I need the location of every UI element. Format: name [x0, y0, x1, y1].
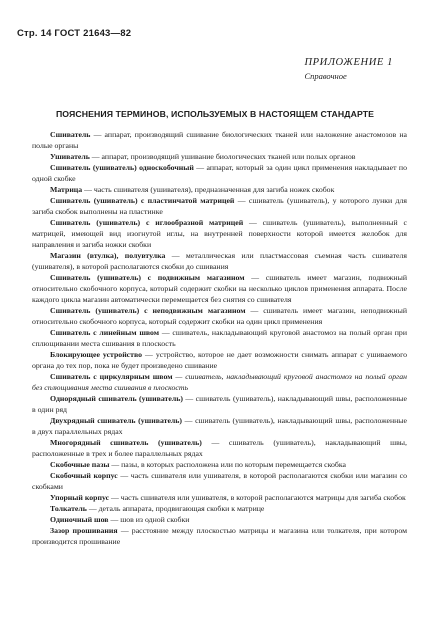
definition-term: Многорядный сшиватель (ушиватель)	[50, 438, 202, 447]
definitions-list	[32, 129, 407, 547]
definition-text: — пазы, в которых расположена или по которым перемещается скобка	[109, 460, 346, 469]
definition-text: — сшиватель (ушиватель), накладывающий швы, расположенные в трех и более параллельных рядах	[32, 438, 407, 458]
definition-text: — часть сшивателя или ушивателя, в которой располагаются матрицы для загиба скобок	[109, 493, 406, 502]
definition-term: Сшиватель	[50, 130, 91, 139]
definition-text: — сшиватель, накладывающий круговой анастомоз на полый орган при сплющивании места сшивания в плоскость	[32, 328, 407, 348]
definition-term: Сшиватель (ушиватель) с подвижным магазином	[50, 273, 245, 282]
definition-text: — шов из одной скобки	[108, 515, 190, 524]
definition-text: — сшиватель (ушиватель), накладывающий швы, расположенные в двух параллельных рядах	[32, 416, 407, 436]
definition-text: — деталь аппарата, продвигающая скобки к матрице	[86, 504, 265, 513]
definition-term: Сшиватель (ушиватель) односкобочный	[50, 163, 194, 172]
definition-term: Упорный корпус	[50, 493, 110, 502]
definition-text: — расстояние между плоскостью матрицы и магазина или толкателя, при котором производится прошивание	[32, 526, 408, 546]
definition-term: Сшиватель (ушиватель) с иглообразной матрицей	[50, 218, 244, 227]
definition-term: Магазин (втулка), полувтулка	[50, 251, 166, 260]
definition-text: — сшиватель имеет магазин, неподвижный относительно скобочного корпуса, который содержит скобки на один цикл применения	[32, 306, 407, 326]
definition-paragraph	[32, 525, 407, 547]
definition-term: Однорядный сшиватель (ушиватель)	[50, 394, 183, 403]
definition-term: Скобочные пазы	[50, 460, 110, 469]
appendix-title: ПРИЛОЖЕНИЕ 1	[304, 57, 393, 68]
definition-paragraph	[32, 514, 407, 525]
definition-paragraph	[32, 437, 407, 459]
definition-paragraph	[32, 250, 407, 272]
definition-text: — сшиватель (ушиватель), накладывающий швы, расположенные в один ряд	[32, 394, 407, 414]
definition-paragraph	[32, 162, 407, 184]
definition-term: Скобочный корпус	[50, 471, 118, 480]
definition-text: — сшиватель имеет магазин, подвижный относительно скобочного корпуса, который содержит скобки на несколько циклов применения аппарата. После каждого цикла магазин автоматически перемещается без снятия со сшивателя	[32, 273, 408, 304]
definition-paragraph	[32, 393, 407, 415]
appendix-subtitle: Справочное	[304, 71, 347, 81]
definition-term: Двухрядный сшиватель (ушиватель)	[50, 416, 183, 425]
definition-paragraph	[32, 151, 407, 162]
definition-paragraph	[32, 327, 407, 349]
definition-term: Толкатель	[50, 504, 87, 513]
definition-paragraph	[32, 184, 407, 195]
definition-paragraph	[32, 195, 407, 217]
definition-text: — устройство, которое не дает возможности снимать аппарат с ушиваемого органа до тех пор, пока не будет произведено сшивание	[32, 350, 407, 370]
definition-text: — часть сшивателя или ушивателя, в которой располагаются скобки или магазин со скобками	[32, 471, 407, 491]
definition-term: Матрица	[50, 185, 83, 194]
definition-paragraph	[32, 459, 407, 470]
definition-paragraph	[32, 349, 407, 371]
definition-paragraph	[32, 217, 407, 250]
definition-paragraph	[32, 470, 407, 492]
definition-term: Одиночный шов	[50, 515, 109, 524]
section-title: ПОЯСНЕНИЯ ТЕРМИНОВ, ИСПОЛЬЗУЕМЫХ В НАСТОЯЩЕМ СТАНДАРТЕ	[55, 109, 375, 119]
definition-text: — сшиватель (ушиватель), выполненный с матрицей, имеющей вид изогнутой иглы, на внутренней поверхности которой имеется желобок для направления и загиба ножки скобки	[32, 218, 407, 249]
definition-text: — металлическая или пластмассовая съемная часть сшивателя (ушивателя), в которой располагаются скобки до сшивания	[32, 251, 407, 271]
definition-term: Сшиватель (ушиватель) с неподвижным магазином	[50, 306, 246, 315]
definition-paragraph	[32, 129, 407, 151]
definition-term: Зазор прошивания	[50, 526, 118, 535]
definition-text: — часть сшивателя (ушивателя), предназначенная для загиба ножек скобок	[82, 185, 335, 194]
page-header: Стр. 14 ГОСТ 21643—82	[17, 28, 132, 39]
definition-term: Сшиватель (ушиватель) с пластинчатой матрицей	[50, 196, 235, 205]
definition-text: — аппарат, производящий ушивание биологических тканей или полых органов	[89, 152, 356, 161]
appendix-block	[304, 57, 393, 81]
definition-paragraph	[32, 415, 407, 437]
definition-text: — сшиватель, накладывающий круговой анастомоз на полый орган без сплющивания места сшивания в плоскость	[32, 372, 407, 392]
definition-term: Ушиватель	[50, 152, 90, 161]
definition-text: — аппарат, который за один цикл применения накладывает по одной скобке	[32, 163, 407, 183]
definition-text: — сшиватель (ушиватель), у которого лунки для загиба скобок выполнены на пластинке	[32, 196, 407, 216]
definition-paragraph	[32, 492, 407, 503]
definition-term: Блокирующее устройство	[50, 350, 143, 359]
definition-paragraph	[32, 272, 407, 305]
definition-text: — аппарат, производящий сшивание биологических тканей или наложение анастомозов на полые органы	[32, 130, 407, 150]
definition-term: Сшиватель с циркулярным швом	[50, 372, 173, 381]
definition-paragraph	[32, 305, 407, 327]
definition-term: Сшиватель с линейным швом	[50, 328, 160, 337]
definition-paragraph	[32, 371, 407, 393]
definition-paragraph	[32, 503, 407, 514]
